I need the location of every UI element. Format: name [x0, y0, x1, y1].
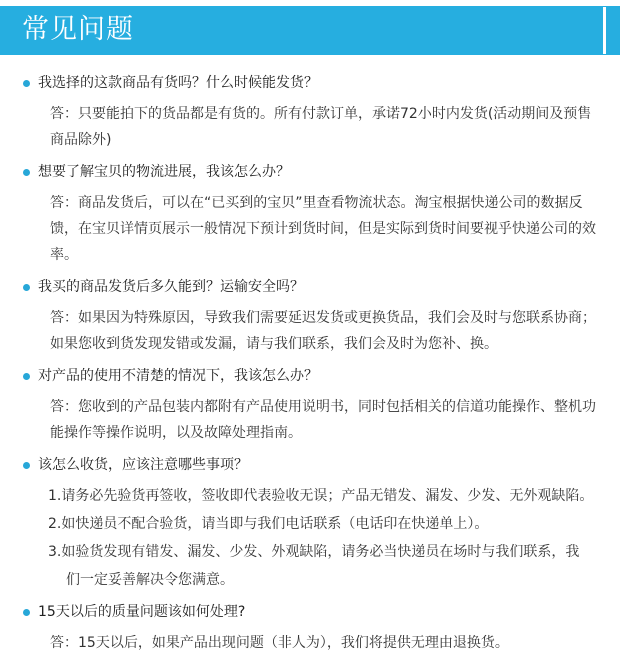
- faq-item: [0, 454, 620, 593]
- faq-list: [0, 72, 620, 664]
- faq-item: [0, 72, 620, 153]
- list-item: 3.如验货发现有错发、漏发、少发、外观缺陷，请务必当快递员在场时与我们联系，我: [48, 544, 580, 560]
- bullet-dot-icon: [23, 373, 30, 380]
- list-item: 们一定妥善解决令您满意。: [66, 572, 234, 588]
- bullet-dot-icon: [23, 169, 30, 176]
- list-item: 2.如快递员不配合验货，请当即与我们电话联系（电话印在快递单上）。: [48, 516, 489, 532]
- faq-answer: 答：15天以后，如果产品出现问题（非人为），我们将提供无理由退换货。: [50, 635, 509, 651]
- faq-item: [0, 161, 620, 268]
- faq-question: 我买的商品发货后多久能到？运输安全吗？: [0, 276, 620, 298]
- faq-item: [0, 601, 620, 656]
- receipt-checklist: [0, 483, 620, 593]
- bullet-dot-icon: [23, 609, 30, 616]
- faq-answer: 答：只要能拍下的货品都是有货的。所有付款订单，承诺72小时内发货(活动期间及预售商品除外): [50, 106, 592, 148]
- faq-question: 该怎么收货，应该注意哪些事项？: [0, 454, 620, 476]
- faq-answer: 答：如果因为特殊原因，导致我们需要延迟发货或更换货品，我们会及时与您联系协商；如果您收到货发现发错或发漏，请与我们联系，我们会及时为您补、换。: [50, 310, 596, 352]
- bullet-dot-icon: [23, 80, 30, 87]
- page-title: 常见问题: [22, 14, 134, 45]
- list-item: 1.请务必先验货再签收，签收即代表验收无误；产品无错发、漏发、少发、无外观缺陷。: [48, 488, 594, 504]
- faq-item: [0, 365, 620, 446]
- bullet-dot-icon: [23, 462, 30, 469]
- faq-question: 我选择的这款商品有货吗？什么时候能发货？: [0, 72, 620, 94]
- faq-item: [0, 276, 620, 357]
- bullet-dot-icon: [23, 284, 30, 291]
- faq-answer: 答：您收到的产品包装内都附有产品使用说明书，同时包括相关的信道功能操作、整机功能操作等操作说明，以及故障处理指南。: [50, 399, 596, 441]
- faq-answer: 答：商品发货后，可以在“已买到的宝贝”里查看物流状态。淘宝根据快递公司的数据反馈，在宝贝详情页展示一般情况下预计到货时间，但是实际到货时间要视乎快递公司的效率。: [50, 195, 596, 263]
- faq-question: 15天以后的质量问题该如何处理?: [0, 601, 620, 623]
- faq-question: 对产品的使用不清楚的情况下，我该怎么办？: [0, 365, 620, 387]
- header-bar: [0, 6, 620, 55]
- header-accent-line: [603, 7, 606, 54]
- faq-question: 想要了解宝贝的物流进展，我该怎么办？: [0, 161, 620, 183]
